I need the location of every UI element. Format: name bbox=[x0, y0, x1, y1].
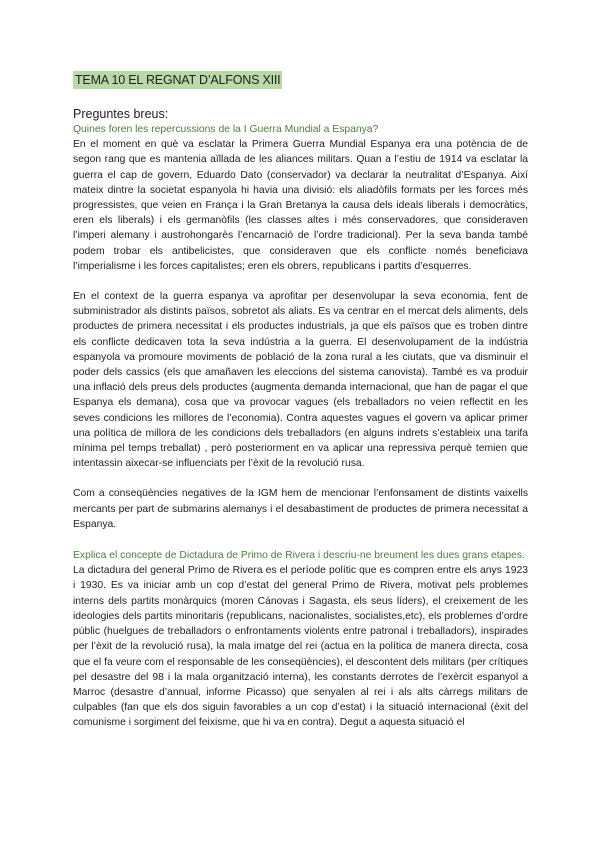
paragraph-spacer bbox=[73, 274, 528, 289]
answer-1-paragraph-2: En el context de la guerra espanya va aprofitar per desenvolupar la seva economia, fent de subministrador als distints països, sobretot als aliats. Es va centrar en el mercat dels aliments, dels productes de primera necessitat i els productes industrials, ja que els països que es troben dintre els conflicte dedicaven tota la seva indústria a la guerra. El desenvolupament de la indústria espanyola va promoure moviments de població de la zona rural a les ciutats, que va disminuir el poder dels cassics (els que amañaven les eleccions del sistema canovista). També es va produir una inflació dels preus dels productes (augmenta demanda internacional, que han de pagar el que Espanya els demana), cosa que va provocar vagues (els treballadors no veien reflectit en les seves condicions les millores de l’economia). Contra aquestes vagues el govern va aplicar primer una política de millora de les condicions dels treballadors (en alguns indrets s’estableix una tarifa mínima pel temps treballat) , però posteriorment en va aplicar una repressiva perquè temien que intentassin aixecar-se influenciats per l’èxit de la revolució rusa. bbox=[73, 291, 528, 470]
paragraph-spacer bbox=[73, 532, 528, 548]
document-body bbox=[73, 122, 528, 731]
paragraph-spacer bbox=[73, 471, 528, 486]
question-1: Quines foren les repercussions de la I Guerra Mundial a Espanya? bbox=[73, 124, 379, 135]
question-2: Explica el concepte de Dictadura de Primo de Rivera i descriu-ne breument les dues grans etapes. bbox=[73, 550, 525, 562]
answer-1-paragraph-3: Com a conseqüències negatives de la IGM hem de mencionar l’enfonsament de distints vaixells mercants per part de submarins alemanys i el desabastiment de productes de primera necessitat a Espanya. bbox=[73, 488, 528, 530]
answer-2-paragraph-1: La dictadura del general Primo de Rivera es el període polític que es compren entre els anys 1923 i 1930. Es va iniciar amb un cop d’estat del general Primo de Rivera, motivat pels problemes interns dels partits monàrquics (moren Cánovas i Sagasta, els seus líders), el creixement de les ideologies dels partits minoritaris (republicans, nacionalistes, socialistes,etc), els problemes d’ordre públic (huelgues de treballadors o enfrontaments violents entre patronal i treballadors), inspirades per l’èxit de la revolució rusa), la mala imatge del rei (actua en la política de manera directa, cosa que el fa veure com el responsable de les conseqüències), el descontent dels militars (per crítiques pel desastre del 98 i la mala organització interna), les constants derrotes de l’exèrcit espanyol a Marroc (desastre d’annual, informe Picasso) que senyalen al rei i als alts càrregs militars de culpables (fan que els dos siguin favorables a un cop d’estat) i la situació internacional (èxit del comunisme i sorgiment del feixisme, que hi va en contra). Degut a aquesta situació el bbox=[73, 565, 528, 729]
document-title: TEMA 10 EL REGNAT D’ALFONS XIII bbox=[75, 73, 281, 87]
answer-1-paragraph-1: En el moment en què va esclatar la Primera Guerra Mundial Espanya era una potència de de segon rang que es mantenia aïllada de les aliances militars. Quan a l’estiu de 1914 va esclatar la guerra el cap de govern, Eduardo Dato (conservador) va declarar la neutralitat d’Espanya. Així mateix dintre la societat espanyola hi havia una divisió: els aliadòfils formats per les forces més progressistes, que veien en França i la Gran Bretanya la causa dels ideals liberals i democràtics, eren els liberals) i els germanòfils (les classes altes i més conservadores, que consideraven l’imperi alemany i austrohongarès l’encarnació de l’ordre tradicional). Per la seva banda també podem trobar els antibelicistes, que consideraven que els conflicte només beneficiava l’imperialisme i les forces capitalistes; eren els obrers, republicans i partits d’esquerres. bbox=[73, 139, 528, 272]
section-heading: Preguntes breus: bbox=[73, 107, 169, 121]
